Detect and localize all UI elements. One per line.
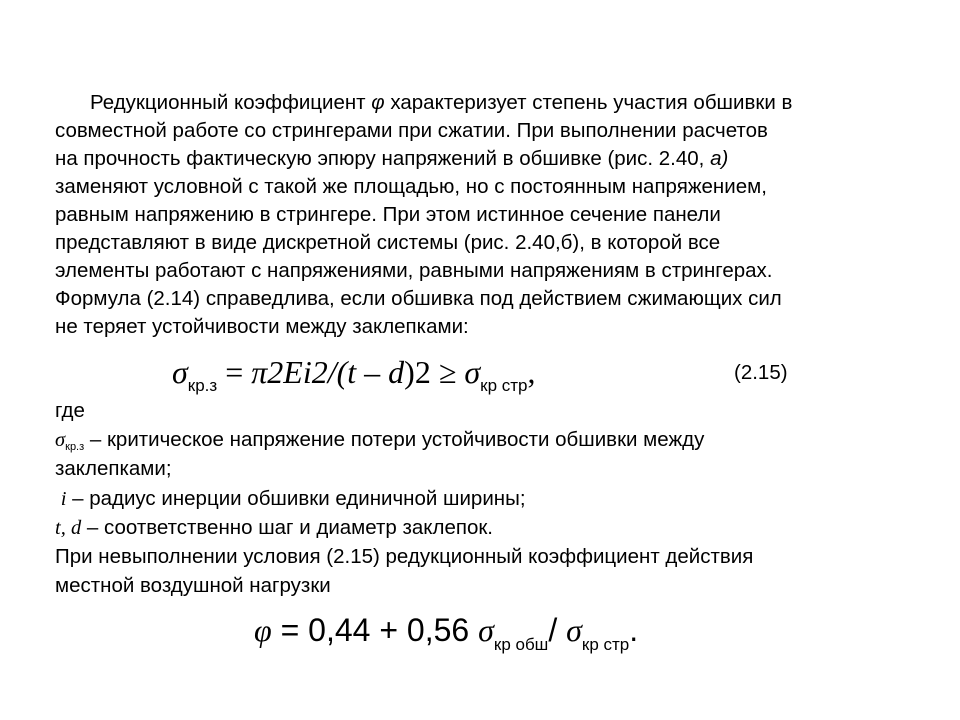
equation-number: (2.15) <box>734 361 788 384</box>
td-definition: t, d – соответственно шаг и диаметр заклепок. <box>55 516 494 539</box>
paragraph-line-7: элементы работают с напряжениями, равными напряжениям в стрингерах. <box>55 259 773 282</box>
paragraph-line-1: Редукционный коэффициент φ характеризует степень участия обшивки в <box>90 91 793 114</box>
paragraph-line-5: равным напряжению в стрингере. При этом истинное сечение панели <box>55 203 721 226</box>
paragraph-line-8: Формула (2.14) справедлива, если обшивка под действием сжимающих сил <box>55 287 782 310</box>
paragraph-line-3: на прочность фактическую эпюру напряжений в обшивке (рис. 2.40, а) <box>55 147 729 170</box>
paragraph-line-2: совместной работе со стрингерами при сжатии. При выполнении расчетов <box>55 119 768 142</box>
i-definition: i – радиус инерции обшивки единичной ширины; <box>60 487 526 510</box>
where-label: где <box>55 399 85 422</box>
paragraph-line-4: заменяют условной с такой же площадью, но с постоянным напряжением, <box>55 175 767 198</box>
sigma-definition: $\sigma_{кр.з}$ – критическое напряжение потери устойчивости обшивки между <box>55 428 705 453</box>
sigma-symbol: $\sigma_{кр.з}$ <box>55 429 85 453</box>
i-symbol: i <box>60 488 67 510</box>
formula-2-15: $\sigma_{кр.з} = \pi 2Ei2/(t - d)2 \ge \sigma_{кр стр}$, <box>172 354 536 395</box>
condition-line-1: При невыполнении условия (2.15) редукционный коэффициент действия <box>55 545 754 568</box>
td-symbol: t, d <box>55 517 82 539</box>
condition-line-2: местной воздушной нагрузки <box>55 574 331 597</box>
paragraph-line-9: не теряет устойчивости между заклепками: <box>55 315 469 338</box>
formula-final: φ = 0,44 + 0,56 $\sigma_{кр обш}/$ $\sigma_{кр стр}$. <box>254 612 639 654</box>
paragraph-line-6: представляют в виде дискретной системы (рис. 2.40,б), в которой все <box>55 231 721 254</box>
sigma-definition-cont: заклепками; <box>55 457 172 480</box>
phi-symbol: φ <box>371 91 385 114</box>
